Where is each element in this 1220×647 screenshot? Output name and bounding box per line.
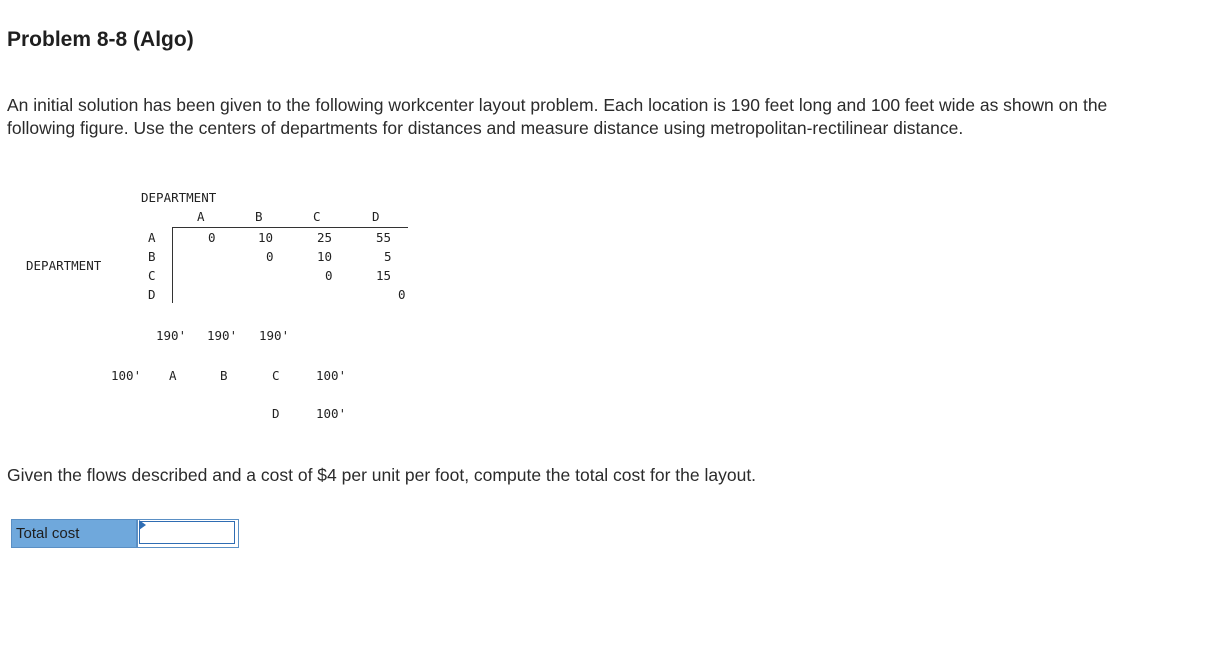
total-cost-input[interactable] — [139, 521, 235, 544]
question-text: Given the flows described and a cost of $4 per unit per foot, compute the total cost for the layout. — [7, 465, 757, 485]
flag-icon — [139, 520, 146, 530]
matrix-side-rule — [172, 227, 173, 303]
flow-cell: 25 — [317, 230, 333, 245]
problem-title: Problem 8-8 (Algo) — [7, 28, 194, 51]
flow-cell: 0 — [266, 249, 274, 264]
flow-cell: 15 — [376, 268, 392, 283]
row1-right-label: 100' — [316, 368, 347, 383]
location-c: C — [272, 368, 280, 383]
total-cost-input-wrap — [137, 519, 239, 548]
total-cost-label: Total cost — [11, 519, 137, 548]
row1-height-label: 100' — [111, 368, 142, 383]
problem-intro: An initial solution has been given to the following workcenter layout problem. Each location is 190 feet long and 100 feet wide as shown on the following figure. Use the centers of departments for distances and measure distance using metropolitan-rectilinear distance. — [7, 95, 1108, 138]
col-header-c: C — [313, 209, 321, 224]
row-header-d: D — [148, 287, 156, 302]
flow-cell: 55 — [376, 230, 392, 245]
row-header-c: C — [148, 268, 156, 283]
col-header-b: B — [255, 209, 263, 224]
flow-cell: 0 — [398, 287, 406, 302]
flow-cell: 5 — [384, 249, 392, 264]
width-label: 190' — [207, 328, 238, 343]
location-a: A — [169, 368, 177, 383]
row-header-a: A — [148, 230, 156, 245]
row-header-b: B — [148, 249, 156, 264]
col-header-d: D — [372, 209, 380, 224]
flow-cell: 10 — [317, 249, 333, 264]
location-d: D — [272, 406, 280, 421]
matrix-top-header: DEPARTMENT — [141, 190, 217, 205]
flow-cell: 10 — [258, 230, 274, 245]
width-label: 190' — [156, 328, 187, 343]
flow-cell: 0 — [325, 268, 333, 283]
flow-cell: 0 — [208, 230, 216, 245]
answer-row — [11, 519, 239, 548]
col-header-a: A — [197, 209, 205, 224]
matrix-side-header: DEPARTMENT — [26, 258, 102, 273]
location-b: B — [220, 368, 228, 383]
width-label: 190' — [259, 328, 290, 343]
row2-right-label: 100' — [316, 406, 347, 421]
matrix-top-rule — [172, 227, 408, 228]
